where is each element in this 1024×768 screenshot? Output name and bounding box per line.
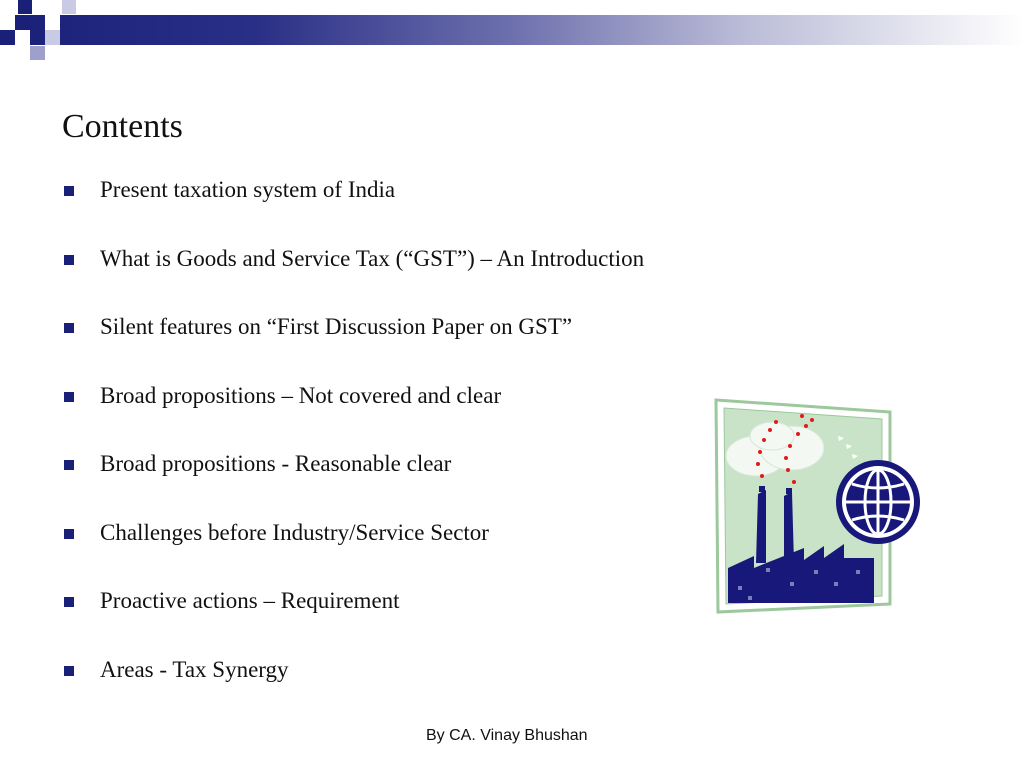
list-item-text: Silent features on “First Discussion Paper on GST” xyxy=(100,314,573,339)
decor-square xyxy=(18,0,32,14)
decor-square xyxy=(62,0,76,14)
list-item xyxy=(62,652,762,721)
bullet-list xyxy=(62,172,762,720)
square-bullet-icon xyxy=(64,323,74,333)
square-bullet-icon xyxy=(64,392,74,402)
list-item-text: Areas - Tax Synergy xyxy=(100,656,289,682)
list-item xyxy=(62,309,762,378)
list-item xyxy=(62,446,762,515)
list-item xyxy=(62,241,762,310)
square-bullet-icon xyxy=(64,255,74,265)
list-item xyxy=(62,378,762,447)
list-item-text: Proactive actions – Requirement xyxy=(100,588,400,613)
square-bullet-icon xyxy=(64,529,74,539)
square-bullet-icon xyxy=(64,186,74,196)
list-item xyxy=(62,515,762,584)
list-item-text: Broad propositions - Reasonable clear xyxy=(100,451,452,476)
decor-square xyxy=(45,15,60,30)
list-item xyxy=(62,172,762,241)
square-bullet-icon xyxy=(64,460,74,470)
decor-square xyxy=(15,30,30,45)
list-item-text: Present taxation system of India xyxy=(100,177,396,202)
footer-credit: By CA. Vinay Bhushan xyxy=(426,727,588,744)
page-title: Contents xyxy=(62,108,183,145)
list-item-text: Broad propositions – Not covered and clear xyxy=(100,382,502,408)
list-item-text: Challenges before Industry/Service Sector xyxy=(100,519,489,545)
decor-square xyxy=(15,15,30,30)
square-bullet-icon xyxy=(64,597,74,607)
factory-globe-icon xyxy=(714,398,924,616)
header-gradient-bar xyxy=(0,15,1024,45)
decor-square xyxy=(30,46,45,60)
decor-square xyxy=(0,15,15,30)
square-bullet-icon xyxy=(64,666,74,676)
list-item xyxy=(62,583,762,652)
list-item-text: What is Goods and Service Tax (“GST”) – An Introduction xyxy=(100,245,645,271)
decor-square xyxy=(45,30,60,45)
